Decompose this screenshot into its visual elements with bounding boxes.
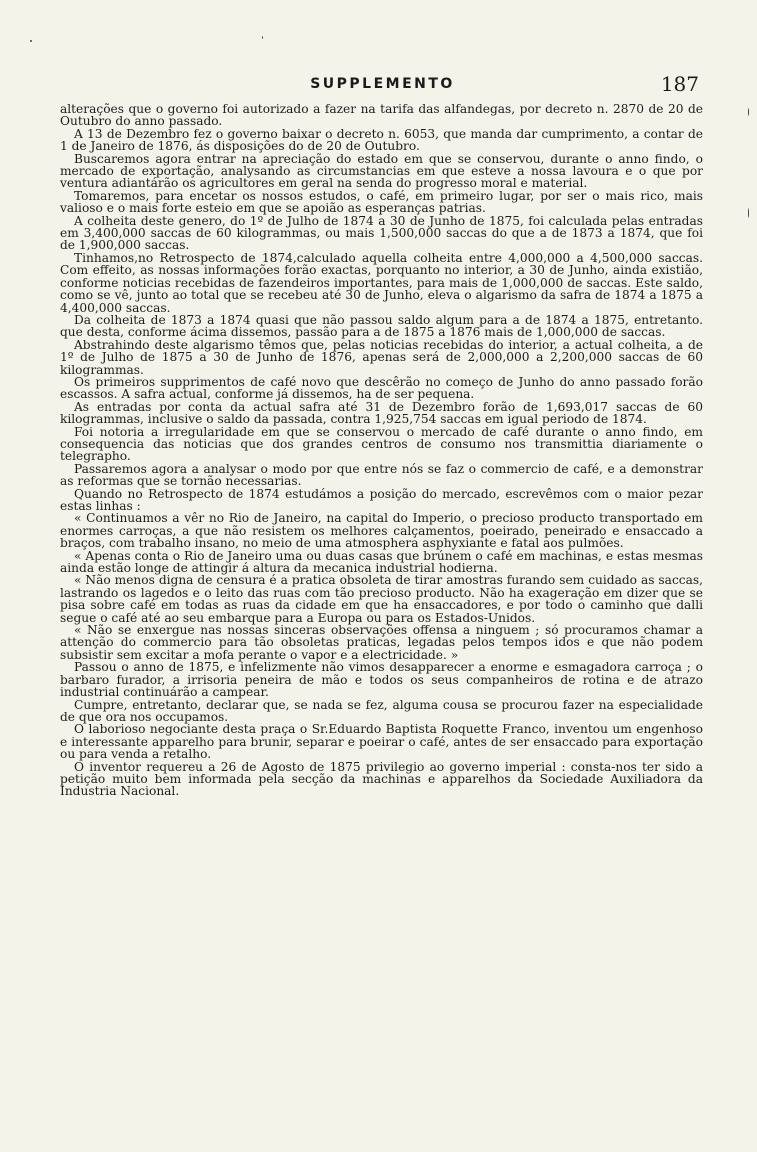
ink-speck	[748, 208, 749, 218]
paragraph: A 13 de Dezembro fez o governo baixar o decreto n. 6053, que manda dar cumprimento, a contar de 1 de Janeiro de 1876, ás disposições do de 20 de Outubro.	[60, 126, 703, 154]
quote-paragraph: « Não se enxergue nas nossas sinceras observações offensa a ninguem ; só procuramos chamar a attenção do commercio para tão obsoletas praticas, legadas pelos tempos idos e que não podem subsistir sem excitar a mofa perante o vapor e a electricidade. »	[60, 623, 703, 662]
paragraph: Passou o anno de 1875, e infelizmente não vimos desapparecer a enorme e esmagadora carroça ; o barbaro furador, a irrisoria peneira de mão e todos os seus companheiros de rotina e de atrazo industrial continuárão a campear.	[60, 660, 703, 700]
paragraph: O inventor requereu a 26 de Agosto de 1875 privilegio ao governo imperial : consta-nos ter sido a petição muito bem informada pela secção da machinas e apparelhos da Sociedade Auxiliadora da Industria Nacional.	[60, 759, 703, 799]
quote-paragraph: « Apenas conta o Rio de Janeiro uma ou duas casas que brúnem o café em machinas, e estas mesmas ainda estão longe de attingir á altura da mecanica industrial hodierna.	[60, 548, 703, 576]
paragraph: Da colheita de 1873 a 1874 quasi que não passou saldo algum para a de 1874 a 1875, entretanto. que desta, conforme ácima dissemos, passão para a de 1875 a 1876 mais de 1,000,000 de saccas.	[60, 312, 703, 340]
running-title: SUPPLEMENTO	[310, 76, 455, 92]
paragraph: Cumpre, entretanto, declarar que, se nada se fez, alguma cousa se procurou fazer na especialidade de que ora nos occupamos.	[60, 697, 703, 724]
ink-speck	[30, 40, 32, 42]
quote-paragraph: « Não menos digna de censura é a pratica obsoleta de tirar amostras furando sem cuidado as saccas, lastrando os lagedos e o leito das ruas com tão precioso producto. Não ha exageração em dizer que se pisa sobre café em todas as ruas da cidade em que ha ensaccadores, e por todo o caminho que dalli segue o café até ao seu embarque para a Europa ou para os Estados-Unidos.	[60, 573, 703, 625]
ink-speck	[262, 36, 263, 39]
ink-speck	[748, 108, 749, 116]
paragraph: O laborioso negociante desta praça o Sr.Eduardo Baptista Roquette Franco, inventou um engenhoso e interessante apparelho para brunir, separar e poeirar o café, antes de ser ensaccado para exportação ou para venda a retalho.	[60, 722, 703, 762]
paragraph: Quando no Retrospecto de 1874 estudámos a posição do mercado, escrevêmos com o maior pezar estas linhas :	[60, 486, 703, 513]
paragraph: alterações que o governo foi autorizado a fazer na tarifa das alfandegas, por decreto n. 2870 de 20 de Outubro do anno passado.	[60, 102, 703, 129]
page-header	[60, 74, 705, 98]
paragraph: Foi notoria a irregularidade em que se conservou o mercado de café durante o anno findo, em consequencia das noticias que dos grandes centros de consumo nos transmittia diariamente o telegrapho.	[60, 424, 703, 464]
paragraph: Buscaremos agora entrar na apreciação do estado em que se conservou, durante o anno findo, o mercado de exportação, analysando as circumstancias em que esteve a nossa lavoura e o que por ventura adiantárão os agricultores em geral na senda do progresso moral e material.	[60, 151, 703, 191]
paragraph: A colheita deste genero, do 1º de Julho de 1874 a 30 de Junho de 1875, foi calculada pelas entradas em 3,400,000 saccas de 60 kilogrammas, ou mais 1,500,000 saccas do que a de 1873 a 1874, que foi de 1,900,000 saccas.	[60, 213, 703, 253]
paragraph: As entradas por conta da actual safra até 31 de Dezembro forão de 1,693,017 saccas de 60 kilogrammas, inclusive o saldo da passada, contra 1,925,754 saccas em igual periodo de 1874.	[60, 399, 703, 427]
paragraph: Passaremos agora a analysar o modo por que entre nós se faz o commercio de café, e a demonstrar as reformas que se tornão necessarias.	[60, 461, 703, 489]
quote-paragraph: « Continuamos a vêr no Rio de Janeiro, na capital do Imperio, o precioso producto transportado em enormes carroças, a que não resistem os melhores calçamentos, poeirado, peneirado e ensaccado a braços, com trabalho insano, no meio de uma atmosphera asphyxiante e fatal aos pulmões.	[60, 511, 703, 551]
paragraph: Os primeiros supprimentos de café novo que descêrão no começo de Junho do anno passado forão escassos. A safra actual, conforme já dissemos, ha de ser pequena.	[60, 374, 703, 402]
paragraph: Tomaremos, para encetar os nossos estudos, o café, em primeiro lugar, por ser o mais rico, mais valioso e o mais forte esteio em que se apoião as esperanças patrias.	[60, 188, 703, 216]
page-number: 187	[660, 72, 699, 96]
body-text	[60, 103, 703, 798]
paragraph: Abstrahindo deste algarismo têmos que, pelas noticias recebidas do interior, a actual colheita, a de 1º de Julho de 1875 a 30 de Junho de 1876, apenas será de 2,000,000 a 2,200,000 saccas de 60 kilogrammas.	[60, 337, 703, 377]
paragraph: Tinhamos,no Retrospecto de 1874,calculado aquella colheita entre 4,000,000 a 4,500,000 saccas. Com effeito, as nossas informações forão exactas, porquanto no interior, a 30 de Junho, ainda existião, conforme noticias recebidas de fazendeiros importantes, para mais de 1,000,000 de saccas. Este saldo, como se vê, junto ao total que se recebeu até 30 de Junho, eleva o algarismo da safra de 1874 a 1875 a 4,400,000 saccas.	[60, 250, 703, 315]
